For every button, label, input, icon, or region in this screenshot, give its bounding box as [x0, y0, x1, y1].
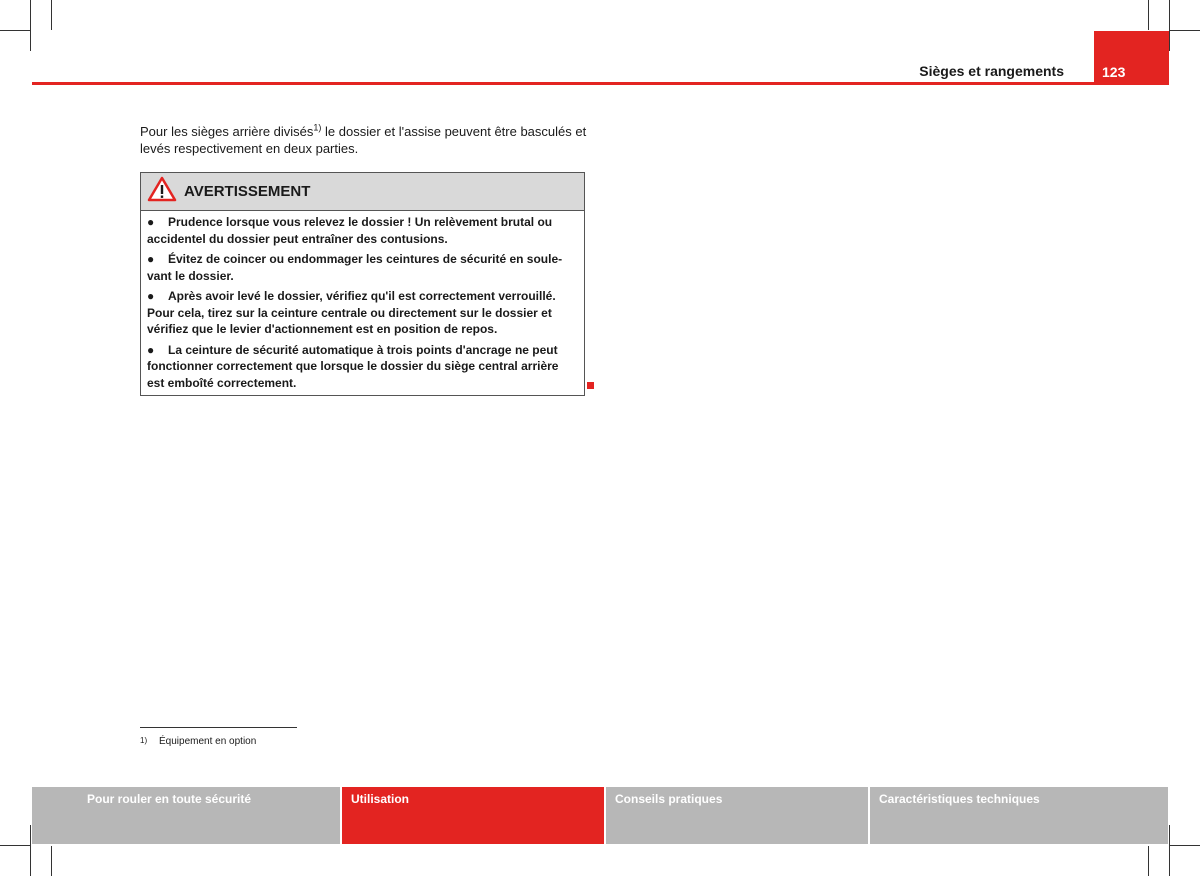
footer-tab-securite[interactable] — [32, 787, 340, 844]
crop-mark — [30, 825, 31, 876]
bullet-icon: ● — [147, 342, 155, 357]
footer-tab-conseils[interactable] — [606, 787, 868, 844]
footnote — [140, 736, 256, 747]
section-title: Sièges et rangements — [919, 63, 1064, 79]
bullet-icon: ● — [147, 252, 155, 266]
warning-item — [147, 214, 578, 247]
crop-mark — [1148, 846, 1149, 876]
warning-item-text: La ceinture de sécurité automatique à trois points d'ancrage ne peut fonctionner correctement que lorsque le dossier du siège central arrière est emboîté correctement. — [147, 342, 559, 390]
crop-mark — [51, 846, 52, 876]
footer-tab-label: Caractéristiques techniques — [879, 792, 1040, 806]
header-rule — [32, 82, 1168, 85]
footer-tab-label: Utilisation — [351, 792, 410, 806]
footnote-number: 1) — [140, 736, 148, 745]
footer-tab-utilisation[interactable] — [342, 787, 604, 844]
footnote-rule — [140, 727, 297, 728]
crop-mark — [1170, 845, 1200, 846]
warning-triangle-icon — [147, 176, 177, 207]
warning-item-text: Prudence lorsque vous relevez le dossier ! Un relèvement brutal ou accidentel du dossier peut entraîner des contusions. — [147, 215, 553, 246]
crop-mark — [1169, 0, 1170, 51]
warning-title: AVERTISSEMENT — [184, 183, 311, 200]
crop-mark — [0, 845, 30, 846]
warning-header — [141, 173, 584, 211]
footnote-text: Équipement en option — [159, 736, 257, 747]
warning-item — [147, 288, 578, 338]
crop-mark — [1169, 825, 1170, 876]
warning-item-text: Après avoir levé le dossier, vérifiez qu'il est correctement verrouillé. Pour cela, tirez sur la ceinture centrale ou directement sur le dossier et vérifiez que le levier d'actionnement est en position de repos. — [147, 289, 556, 336]
footnote-reference[interactable]: 1) — [313, 122, 322, 133]
warning-body — [141, 211, 584, 391]
crop-mark — [30, 0, 31, 51]
page-number: 123 — [1094, 31, 1169, 85]
warning-item — [147, 342, 578, 392]
footer-tab-label: Pour rouler en toute sécurité — [87, 792, 252, 806]
footer-tab-label: Conseils pratiques — [615, 792, 723, 806]
bullet-icon: ● — [147, 215, 155, 229]
crop-mark — [0, 30, 30, 31]
footer-nav — [32, 787, 1168, 844]
crop-mark — [1148, 0, 1149, 30]
crop-mark — [1170, 30, 1200, 31]
section-end-marker — [587, 382, 594, 389]
bullet-icon: ● — [147, 289, 155, 303]
warning-item-text: Évitez de coincer ou endommager les ceintures de sécurité en soule-vant le dossier. — [147, 252, 563, 283]
crop-mark — [51, 0, 52, 30]
footer-tab-caracteristiques[interactable] — [870, 787, 1168, 844]
warning-item — [147, 251, 578, 284]
intro-text-start: Pour les sièges arrière divisés — [140, 124, 314, 139]
intro-paragraph — [140, 123, 590, 157]
warning-box — [140, 172, 585, 396]
intro-text-end: le dossier et l'assise peuvent être basculés et levés respectivement en deux parties. — [140, 124, 587, 156]
